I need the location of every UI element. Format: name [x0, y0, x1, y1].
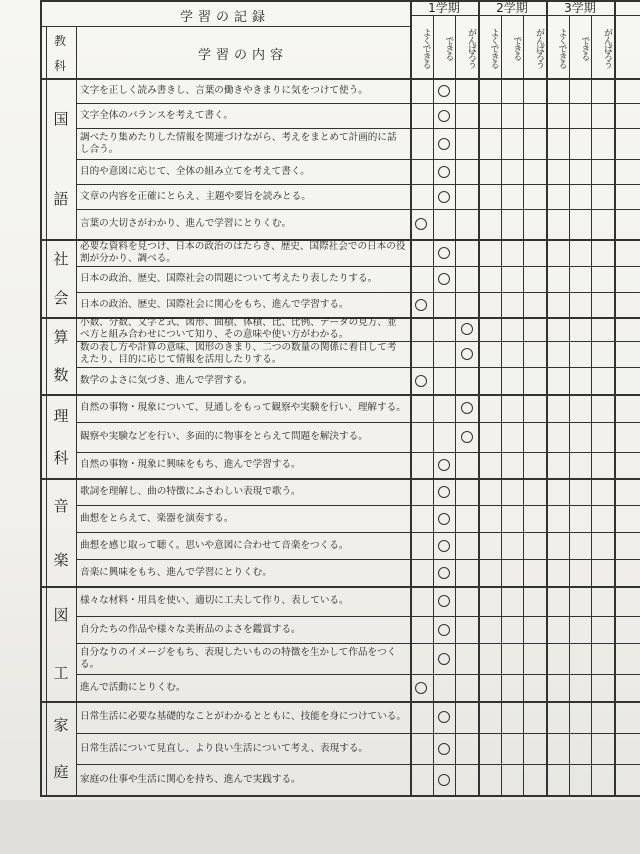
subject-header-char: 科	[53, 59, 66, 73]
learning-item-text: 文字を正しく読み書きし、言葉の働きやきまりに気をつけて使う。	[80, 84, 368, 96]
learning-item-text: 歌詞を理解し、曲の特徴にふさわしい表現で歌う。	[80, 485, 301, 497]
learning-item-text: 数の表し方や計算の意味、図形のきまり、二つの数量の関係に着目して考えたり、目的に応じて情報を活用したりする。	[80, 342, 397, 365]
grade-mark-circle	[438, 711, 450, 723]
grade-header-3-3: がんばろう	[601, 28, 612, 68]
learning-item-text: 自分たちの作品や様々な美術品のよさを鑑賞する。	[80, 623, 301, 635]
grade-mark-circle	[415, 682, 427, 694]
learning-item-text: 観察や実験などを行い、多面的に物事をとらえて問題を解決する。	[80, 431, 368, 442]
subject-cell	[46, 701, 76, 795]
subject-cell	[46, 394, 76, 478]
grade-header-1-2: できる	[443, 36, 454, 60]
term-3-header: 3学期	[564, 1, 596, 15]
subject-name-char: 楽	[53, 550, 69, 569]
left-border	[40, 0, 42, 795]
content-right-line	[410, 0, 412, 795]
subject-cell	[46, 78, 76, 239]
subject-column-header	[46, 28, 74, 78]
term-2-header: 2学期	[496, 1, 528, 15]
grade-mark-circle	[461, 431, 473, 443]
learning-item-text: 様々な材料・用具を使い、適切に工夫して作り、表している。	[80, 595, 349, 606]
subject-left-line	[46, 26, 47, 795]
learning-item-text: 必要な資料を見つけ、日本の政治のはたらき、歴史、国際社会での日本の役割が分かり、調べる。	[80, 240, 406, 264]
subject-divider	[40, 795, 640, 797]
content-column-header: 学習の内容	[197, 47, 288, 63]
grade-header-2-2: できる	[511, 36, 522, 60]
grade-line	[433, 15, 434, 795]
learning-item-text: 曲想を感じ取って聴く。思いや意図に合わせて音楽をつくる。	[80, 539, 349, 551]
grade-mark-circle	[438, 247, 450, 259]
grade-mark-circle	[415, 375, 427, 387]
grade-mark-circle	[438, 624, 450, 636]
record-title: 学習の記録	[179, 9, 270, 25]
subject-name-char: 社	[53, 250, 69, 268]
learning-item-text: 調べたり集めたりした情報を関連づけながら、考えをまとめて計画的に話し合う。	[80, 131, 397, 155]
grade-mark-circle	[438, 191, 450, 203]
subject-name-char: 国	[53, 109, 69, 128]
grade-mark-circle	[461, 402, 473, 414]
subject-name-char: 理	[53, 406, 69, 425]
grade-mark-circle	[438, 567, 450, 579]
subject-name-char: 語	[53, 190, 69, 209]
subject-name-char: 科	[53, 448, 69, 467]
grade-mark-circle	[415, 218, 427, 230]
term-line	[546, 0, 548, 795]
term-line	[614, 0, 616, 795]
subject-name-char: 音	[53, 496, 69, 515]
learning-item-text: 日常生活に必要な基礎的なことがわかるとともに、技能を身につけている。	[80, 711, 406, 722]
grade-mark-circle	[438, 540, 450, 552]
learning-item-text: 数学のよさに気づき、進んで学習する。	[80, 374, 253, 386]
learning-item-text: 日本の政治、歴史、国際社会の問題について考えたり表したりする。	[80, 273, 378, 284]
subject-header-char: 教	[53, 34, 66, 48]
learning-item-text: 自然の事物・現象について、見通しをもって観察や実験を行い、理解する。	[80, 402, 406, 413]
learning-item-text: 目的や意図に応じて、全体の組み立てを考えて書く。	[80, 165, 310, 177]
title-divider	[40, 26, 410, 27]
term-1-header: 1学期	[428, 1, 460, 15]
subject-name-char: 数	[53, 366, 69, 385]
learning-item-text: 文章の内容を正確にとらえ、主題や要旨を読みとる。	[80, 190, 311, 202]
subject-name-char: 図	[53, 606, 69, 625]
top-border	[40, 0, 640, 2]
grade-mark-circle	[438, 653, 450, 665]
learning-item-text: 文字全体のバランスを考えて書く。	[80, 109, 234, 121]
grade-mark-circle	[461, 323, 473, 335]
grade-header-1-3: がんばろう	[465, 28, 476, 68]
grade-mark-circle	[438, 166, 450, 178]
term-line	[478, 0, 480, 795]
term-divider	[410, 15, 640, 16]
grade-mark-circle	[438, 85, 450, 97]
learning-item-text: 曲想をとらえて、楽器を演奏する。	[80, 512, 234, 524]
grade-header-2-3: がんばろう	[533, 28, 544, 68]
subject-name-char: 算	[53, 327, 69, 346]
grade-mark-circle	[438, 774, 450, 786]
grade-mark-circle	[438, 273, 450, 285]
grade-header-3-1: よくできる	[556, 28, 567, 68]
learning-item-text: 日常生活について見直し、より良い生活について考え、表現する。	[80, 742, 369, 754]
grade-line	[523, 15, 524, 795]
grade-mark-circle	[438, 110, 450, 122]
grade-line	[501, 15, 502, 795]
learning-item-text: 言葉の大切さがわかり、進んで学習にとりくむ。	[80, 218, 292, 229]
learning-item-text: 自然の事物・現象に興味をもち、進んで学習する。	[80, 459, 301, 470]
grade-mark-circle	[461, 348, 473, 360]
learning-item-text: 日本の政治、歴史、国際社会に関心をもち、進んで学習する。	[80, 298, 349, 310]
subject-cell	[46, 317, 76, 394]
table-shadow-area	[0, 800, 640, 854]
grade-mark-circle	[438, 486, 450, 498]
learning-item-text: 音楽に興味をもち、進んで学習にとりくむ。	[80, 566, 272, 578]
grade-mark-circle	[438, 459, 450, 471]
grade-header-2-1: よくできる	[488, 28, 499, 68]
grade-line	[569, 15, 570, 795]
learning-item-text: 小数、分数、文字と式、図形、面積、体積、比、比例、データの見方、並べ方と組み合わせについて知り、その意味や使い方がわかる。	[80, 317, 397, 340]
subject-right-line	[76, 26, 77, 795]
subject-name-char: 工	[53, 663, 69, 682]
grade-mark-circle	[415, 299, 427, 311]
grade-mark-circle	[438, 138, 450, 150]
subject-cell	[46, 586, 76, 701]
learning-item-text: 家庭の仕事や生活に関心を持ち、進んで実践する。	[80, 773, 301, 785]
grade-mark-circle	[438, 743, 450, 755]
subject-cell	[46, 478, 76, 586]
subject-cell	[46, 239, 76, 317]
learning-item-text: 進んで活動にとりくむ。	[80, 681, 186, 693]
subject-name-char: 家	[53, 716, 69, 734]
grade-header-1-1: よくできる	[420, 28, 431, 68]
subject-name-char: 庭	[53, 763, 69, 781]
grade-mark-circle	[438, 513, 450, 525]
subject-name-char: 会	[53, 289, 69, 307]
grade-mark-circle	[438, 595, 450, 607]
grade-header-3-2: できる	[579, 36, 590, 60]
grade-line	[455, 15, 456, 795]
learning-item-text: 自分なりのイメージをもち、表現したいものの特徴を生かして作品をつくる。	[80, 646, 397, 670]
grade-line	[591, 15, 592, 795]
